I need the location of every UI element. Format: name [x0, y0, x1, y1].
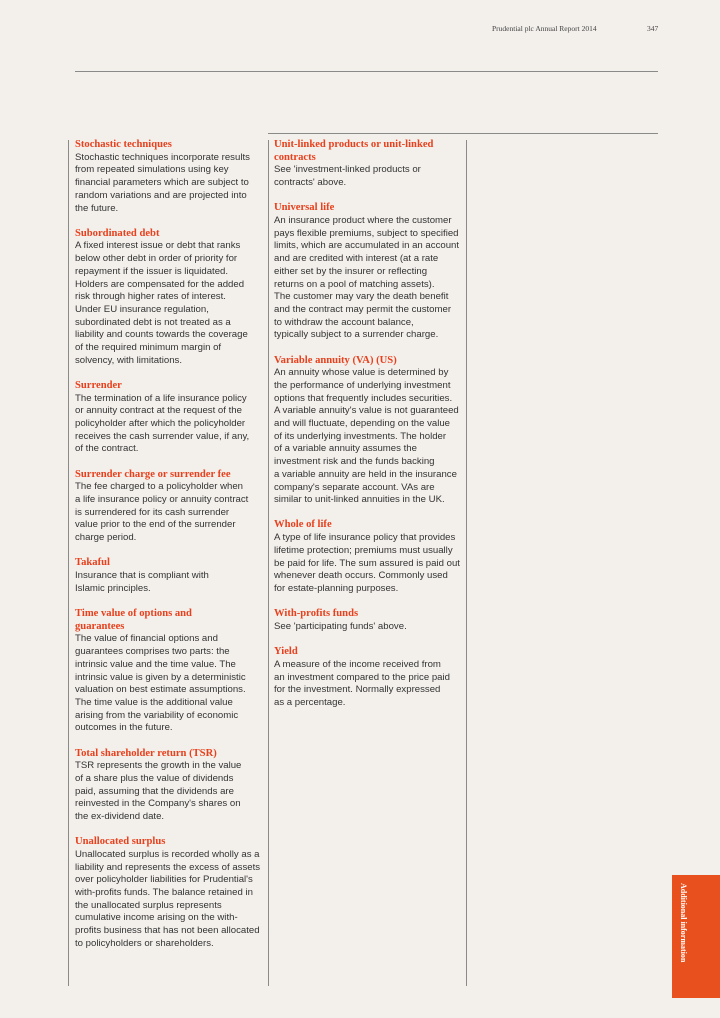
definition-line: Unallocated surplus is recorded wholly as a [75, 848, 260, 860]
definition-line: cumulative income arising on the with- [75, 912, 238, 924]
definition-line: repayment if the issuer is liquidated. [75, 265, 229, 277]
definition-line: receives the cash surrender value, if any, [75, 430, 250, 442]
glossary-entry [75, 836, 263, 950]
section-tab [672, 875, 720, 998]
definition-line: contracts' above. [274, 177, 347, 189]
glossary-term-line: Unit-linked products or unit-linked [274, 139, 434, 150]
definition-line: pays flexible premiums, subject to specified [274, 227, 459, 239]
definition-line: the performance of underlying investment [274, 379, 451, 391]
definition-line: the future. [75, 202, 119, 214]
glossary-column-1 [75, 139, 263, 963]
definition-line: and the contract may permit the customer [274, 303, 452, 315]
definition-line: A fixed interest issue or debt that ranks [75, 240, 241, 252]
glossary-term: Subordinated debt [75, 227, 160, 239]
definition-line: Insurance that is compliant with [75, 570, 209, 582]
glossary-term: Stochastic techniques [75, 139, 172, 150]
glossary-entry [75, 748, 263, 824]
glossary-term-line: Time value of options and [75, 608, 192, 619]
definition-line: of a share plus the value of dividends [75, 772, 234, 784]
definition-line: Stochastic techniques incorporate results [75, 151, 250, 163]
glossary-term: Unallocated surplus [75, 836, 166, 848]
glossary-entry [75, 608, 263, 735]
definition-line: A measure of the income received from [274, 658, 441, 670]
definition-line: as a percentage. [274, 696, 346, 708]
glossary-entry [75, 380, 263, 456]
definition-line: value prior to the end of the surrender [75, 519, 236, 531]
definition-line: random variations and are projected into [75, 189, 247, 201]
definition-line: or annuity contract at the request of the [75, 405, 242, 417]
definition-line: A type of life insurance policy that provides [274, 532, 456, 544]
definition-line: profits business that has not been allocated [75, 925, 260, 937]
definition-line: the ex-dividend date. [75, 811, 165, 823]
glossary-entry [274, 202, 462, 342]
glossary-term: Yield [274, 646, 298, 658]
glossary-term: Variable annuity (VA) (US) [274, 354, 397, 366]
glossary-definition [75, 240, 263, 367]
glossary-term: Surrender charge or surrender fee [75, 468, 231, 480]
section-tab-label: Additional information [679, 883, 688, 963]
definition-line: a variable annuity are held in the insurance [274, 468, 457, 480]
definition-line: solvency, with limitations. [75, 354, 182, 366]
definition-line: intrinsic value and the time value. The [75, 658, 236, 670]
glossary-term: Total shareholder return (TSR) [75, 747, 217, 759]
definition-line: The time value is the additional value [75, 696, 233, 708]
glossary-definition [274, 164, 462, 189]
middle-rule [268, 133, 658, 134]
definition-line: a life insurance policy or annuity contract [75, 494, 249, 506]
definition-line: be paid for life. The sum assured is paid out [274, 557, 460, 569]
definition-line: TSR represents the growth in the value [75, 760, 242, 772]
definition-line: investment risk and the funds backing [274, 456, 435, 468]
definition-line: of the required minimum margin of [75, 342, 222, 354]
definition-line: and will fluctuate, depending on the value [274, 418, 451, 430]
column-divider-middle [268, 140, 269, 986]
definition-line: subordinated debt is not treated as a [75, 316, 231, 328]
definition-line: Holders are compensated for the added [75, 278, 245, 290]
glossary-entry [274, 139, 462, 190]
glossary-entry [75, 139, 263, 215]
definition-line: returns on a pool of matching assets). [274, 278, 435, 290]
definition-line: See 'participating funds' above. [274, 620, 407, 632]
definition-line: risk through higher rates of interest. [75, 291, 226, 303]
definition-line: paid, assuming that the dividends are [75, 785, 234, 797]
glossary-definition [274, 532, 462, 596]
glossary-entry [75, 557, 263, 595]
glossary-term-line: guarantees [75, 620, 125, 632]
definition-line: The value of financial options and [75, 633, 218, 645]
glossary-term: Universal life [274, 202, 335, 214]
definition-line: an investment compared to the price paid [274, 671, 450, 683]
definition-line: similar to unit-linked annuities in the UK. [274, 494, 445, 506]
glossary-entry [75, 228, 263, 368]
definition-line: from repeated simulations using key [75, 164, 229, 176]
definition-line: See 'investment-linked products or [274, 164, 421, 176]
column-divider-left [68, 140, 69, 986]
glossary-column-2 [274, 139, 462, 722]
glossary-definition [274, 367, 462, 507]
glossary-definition [75, 393, 263, 457]
definition-line: Islamic principles. [75, 582, 151, 594]
definition-line: arising from the variability of economic [75, 709, 239, 721]
definition-line: lifetime protection; premiums must usually [274, 544, 453, 556]
definition-line: to policyholders or shareholders. [75, 937, 214, 949]
definition-line: An annuity whose value is determined by [274, 367, 449, 379]
glossary-term: With-profits funds [274, 608, 359, 620]
definition-line: of its underlying investments. The holder [274, 430, 447, 442]
definition-line: An insurance product where the customer [274, 215, 452, 227]
definition-line: charge period. [75, 532, 137, 544]
glossary-term: Surrender [75, 379, 122, 391]
definition-line: valuation on best estimate assumptions. [75, 684, 246, 696]
definition-line: either set by the insurer or reflecting [274, 265, 428, 277]
definition-line: Under EU insurance regulation, [75, 303, 209, 315]
definition-line: The customer may vary the death benefit [274, 291, 449, 303]
glossary-definition [274, 215, 462, 342]
definition-line: intrinsic value is given by a deterministic [75, 671, 246, 683]
glossary-definition [274, 659, 462, 710]
column-divider-right [466, 140, 467, 986]
definition-line: limits, which are accumulated in an account [274, 240, 460, 252]
definition-line: liability and counts towards the coverage [75, 329, 248, 341]
definition-line: for estate-planning purposes. [274, 583, 399, 594]
definition-line: guarantees comprises two parts: the [75, 646, 230, 658]
glossary-definition [75, 760, 263, 824]
definition-line: liability and represents the excess of assets [75, 861, 261, 873]
definition-line: below other debt in order of priority for [75, 253, 238, 265]
definition-line: is surrendered for its cash surrender [75, 506, 230, 518]
definition-line: over policyholder liabilities for Prudential's [75, 874, 253, 886]
definition-line: and are credited with interest (at a rate [274, 253, 439, 265]
definition-line: the unallocated surplus represents [75, 899, 222, 911]
definition-line: A variable annuity's value is not guaranteed [274, 405, 459, 417]
glossary-definition [75, 633, 263, 735]
glossary-term [274, 139, 462, 164]
definition-line: outcomes in the future. [75, 722, 173, 734]
definition-line: to withdraw the account balance, [274, 316, 414, 328]
glossary-definition [75, 849, 263, 951]
running-title: Prudential plc Annual Report 2014 [492, 24, 597, 33]
glossary-entry [274, 646, 462, 710]
glossary-definition [75, 481, 263, 545]
glossary-term-line: contracts [274, 151, 316, 163]
definition-line: company's separate account. VAs are [274, 481, 435, 493]
definition-line: with-profits funds. The balance retained in [75, 887, 253, 899]
definition-line: of the contract. [75, 443, 139, 455]
page-number: 347 [647, 24, 659, 33]
definition-line: options that frequently includes securities. [274, 392, 453, 404]
definition-line: whenever death occurs. Commonly used [274, 570, 448, 582]
definition-line: financial parameters which are subject to [75, 177, 249, 189]
definition-line: for the investment. Normally expressed [274, 684, 441, 696]
glossary-definition [274, 621, 462, 634]
glossary-entry [274, 608, 462, 633]
top-rule [75, 71, 658, 72]
definition-line: The fee charged to a policyholder when [75, 481, 243, 493]
definition-line: typically subject to a surrender charge. [274, 329, 439, 341]
glossary-definition [75, 152, 263, 216]
glossary-term: Whole of life [274, 519, 332, 531]
definition-line: policyholder after which the policyholder [75, 418, 246, 430]
glossary-entry [274, 519, 462, 595]
glossary-entry [274, 355, 462, 507]
glossary-entry [75, 469, 263, 545]
definition-line: of a variable annuity assumes the [274, 443, 417, 455]
glossary-term [75, 608, 263, 633]
glossary-term: Takaful [75, 557, 110, 569]
glossary-definition [75, 570, 263, 595]
definition-line: The termination of a life insurance policy [75, 392, 247, 404]
definition-line: reinvested in the Company's shares on [75, 798, 241, 810]
